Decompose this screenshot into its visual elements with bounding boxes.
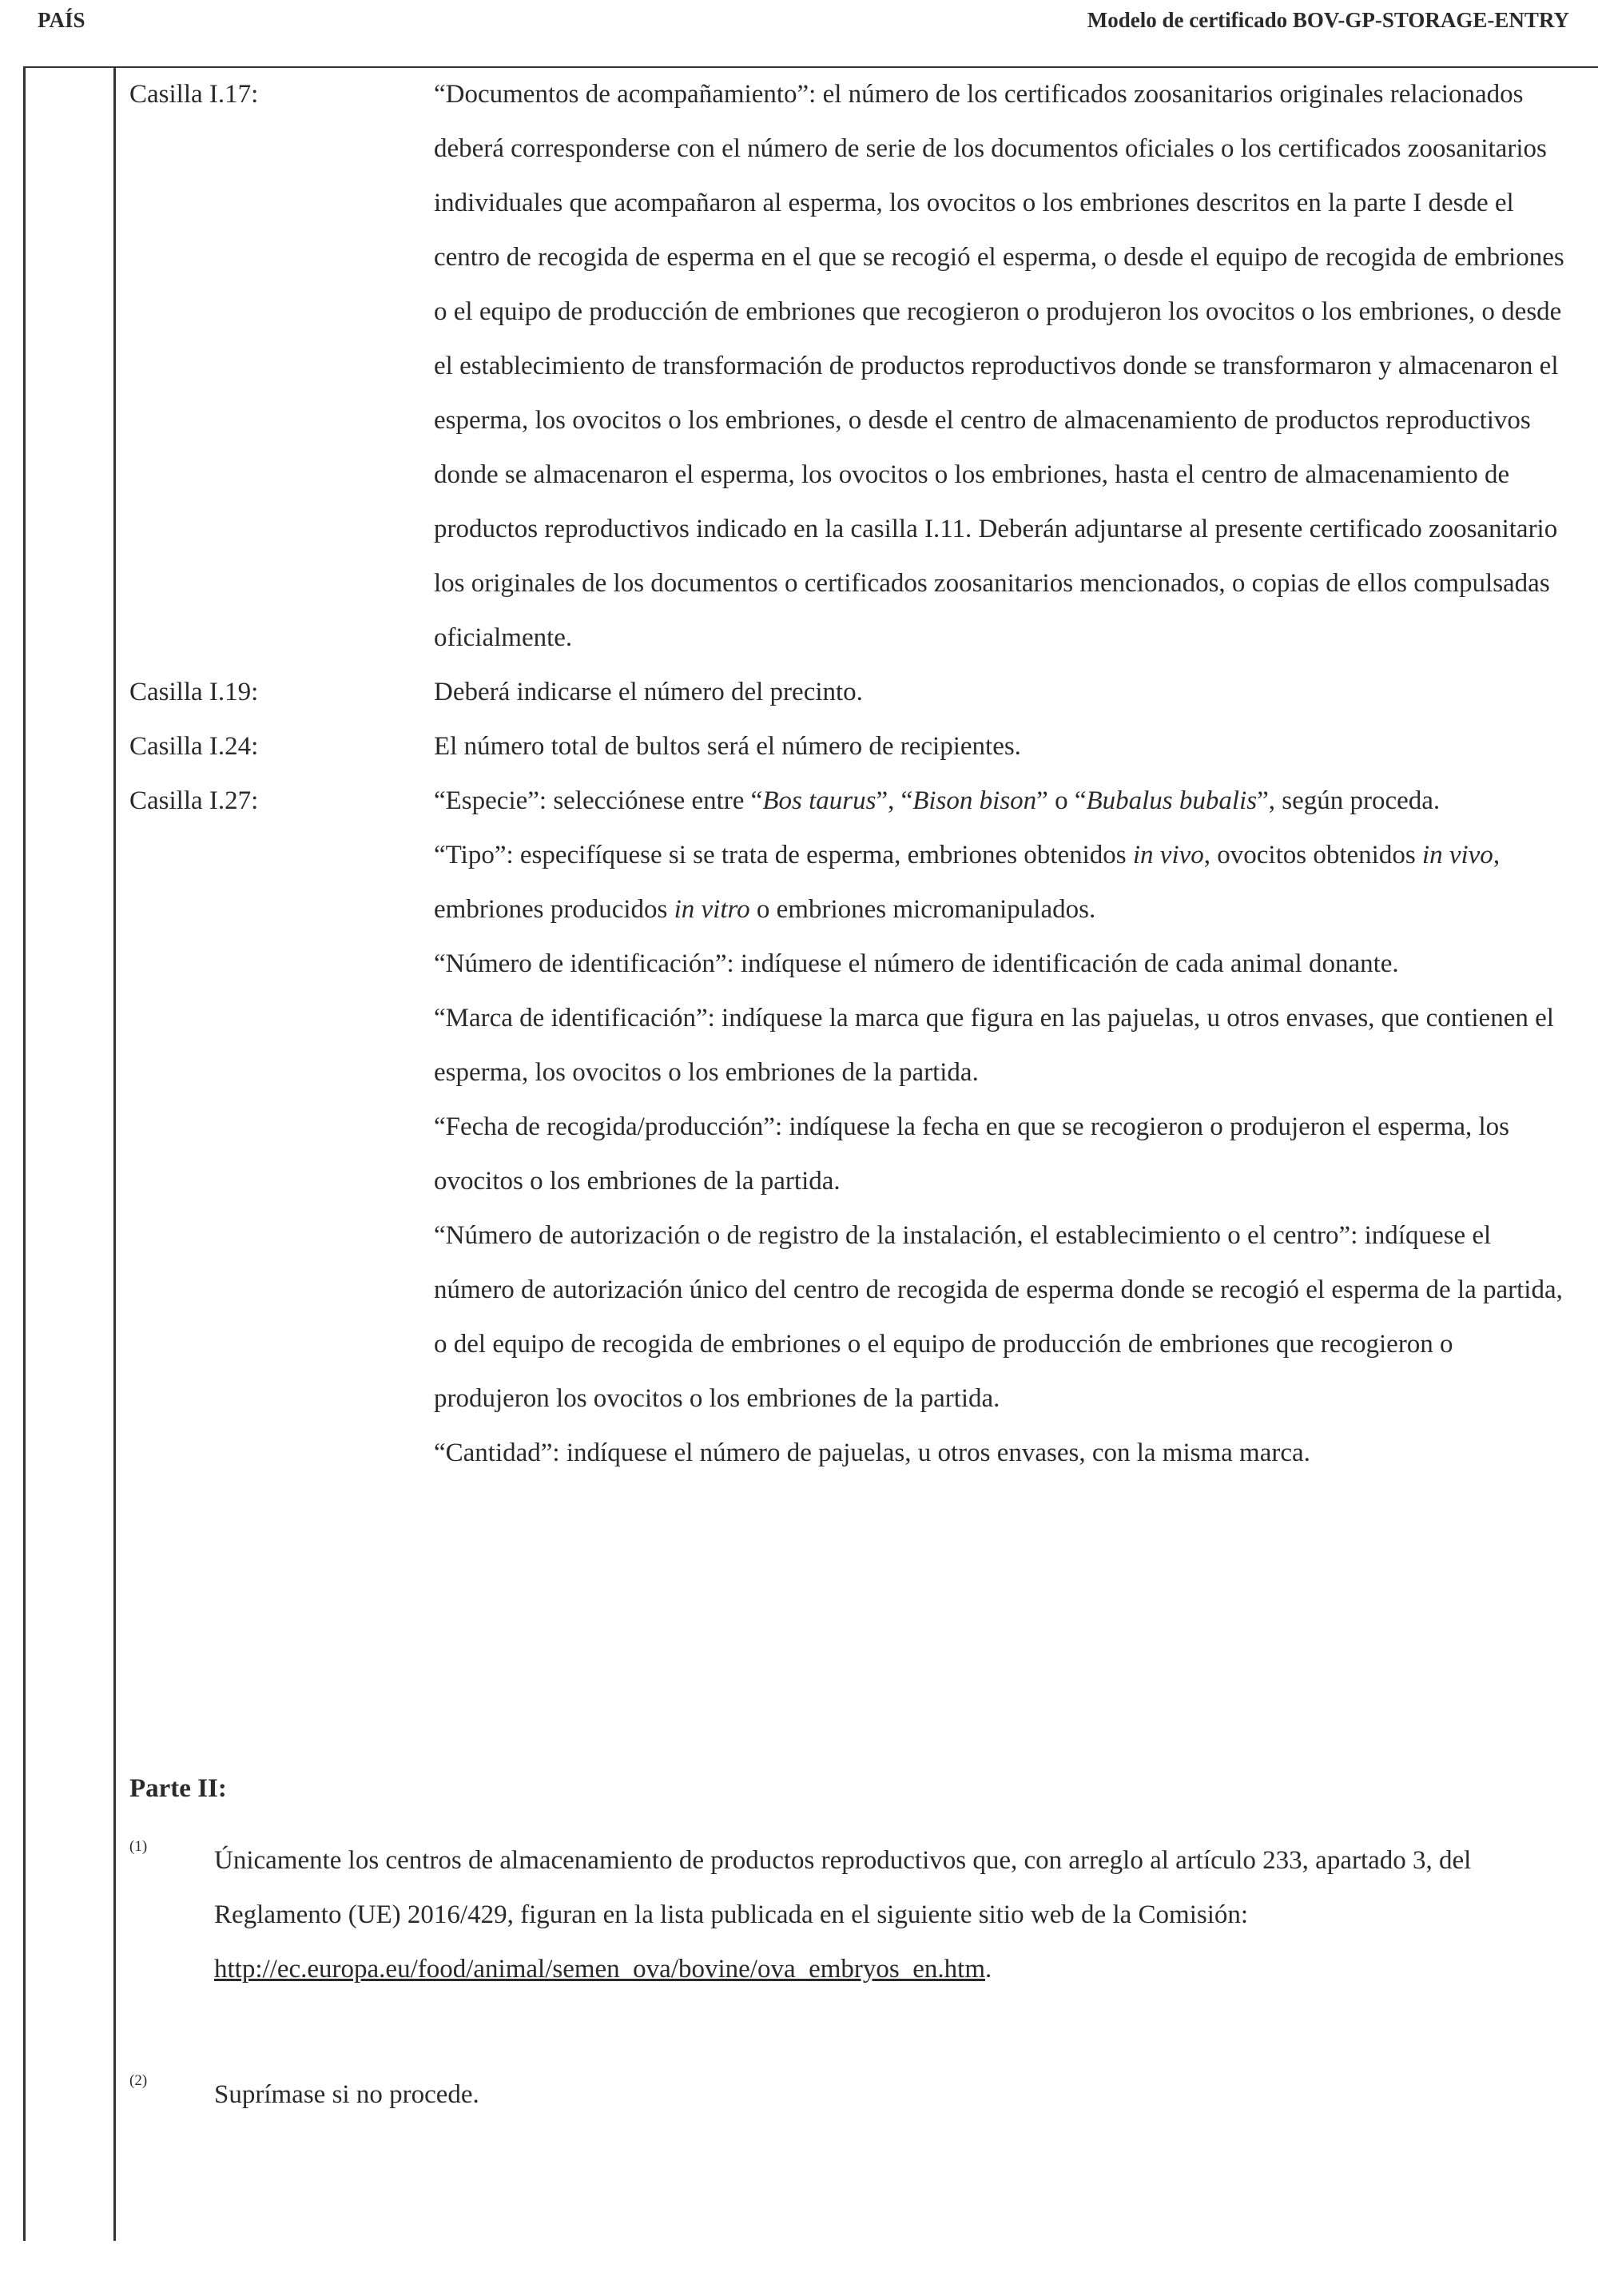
autorizacion-paragraph: “Número de autorización o de registro de la instalación, el establecimiento o el centro”: indíquese el número de autorización único del centro de recogida de esperma donde se recogió el esperma de la partida, o del equipo de recogida de embriones o el equipo de producción de embriones que recogieron o produjeron los ovocitos o los embriones de la partida. [434, 1221, 1563, 1413]
note-text: “Documentos de acompañamiento”: el número de los certificados zoosanitarios originales relacionados deberá corresponderse con el número de serie de los documentos oficiales o los certificados zoosanitarios individuales que acompañaron al esperma, los ovocitos o los embriones descritos en la parte I desde el centro de recogida de esperma en el que se recogió el esperma, o desde el equipo de recogida de embriones o el equipo de producción de embriones que recogieron o produjeron los ovocitos o los embriones, o desde el establecimiento de transformación de productos reproductivos donde se transformaron y almacenaron el esperma, los ovocitos o los embriones, o desde el centro de almacenamiento de productos reproductivos donde se almacenaron el esperma, los ovocitos o los embriones, hasta el centro de almacenamiento de productos reproductivos indicado en la casilla I.11. Deberán adjuntarse al presente certificado zoosanitario los originales de los documentos o certificados zoosanitarios mencionados, o copias de ellos compulsadas oficialmente. [434, 80, 1564, 652]
note-casilla-i17 [0, 67, 1598, 665]
footnote-text: Suprímase si no procede. [214, 2080, 479, 2109]
numero-paragraph: “Número de identificación”: indíquese el número de identificación de cada animal donante. [434, 949, 1399, 978]
note-text: Deberá indicarse el número del precinto. [434, 678, 863, 706]
header-certificate-model: Modelo de certificado BOV-GP-STORAGE-ENTRY [1087, 8, 1569, 32]
note-casilla-i27 [0, 774, 1598, 1480]
note-label: Casilla I.27: [129, 786, 259, 815]
note-casilla-i19 [0, 665, 1598, 719]
footnote-1 [129, 1833, 1576, 1996]
tipo-paragraph: “Tipo”: especifíquese si se trata de esperma, embriones obtenidos in vivo, ovocitos obtenidos in vivo, embriones producidos in vitro o embriones micromanipulados. [434, 841, 1501, 924]
footnote-url-line: http://ec.europa.eu/food/animal/semen_ova/bovine/ova_embryos_en.htm. [214, 1955, 992, 1984]
footnote-marker: (1) [129, 1838, 148, 1855]
header-country: PAÍS [38, 8, 85, 32]
note-label: Casilla I.24: [129, 732, 259, 761]
note-text: El número total de bultos será el número de recipientes. [434, 732, 1021, 761]
note-casilla-i24 [0, 719, 1598, 774]
footnote-marker: (2) [129, 2072, 148, 2089]
footnote-text: Únicamente los centros de almacenamiento de productos reproductivos que, con arreglo al artículo 233, apartado 3, del Reglamento (UE) 2016/429, figuran en la lista publicada en el siguiente sitio web de la Comisión: [214, 1846, 1472, 1929]
footnote-2 [129, 2067, 1576, 2122]
notes-body [0, 67, 1598, 1480]
fecha-paragraph: “Fecha de recogida/producción”: indíquese la fecha en que se recogieron o produjeron el esperma, los ovocitos o los embriones de la partida. [434, 1112, 1510, 1196]
commission-website-link[interactable]: http://ec.europa.eu/food/animal/semen_ova/bovine/ova_embryos_en.htm [214, 1955, 985, 1984]
especie-paragraph: “Especie”: selecciónese entre “Bos taurus”, “Bison bison” o “Bubalus bubalis”, según proceda. [434, 786, 1441, 815]
marca-paragraph: “Marca de identificación”: indíquese la marca que figura en las pajuelas, u otros envases, que contienen el esperma, los ovocitos o los embriones de la partida. [434, 1004, 1554, 1087]
note-label: Casilla I.17: [129, 80, 259, 109]
cantidad-paragraph: “Cantidad”: indíquese el número de pajuelas, u otros envases, con la misma marca. [434, 1438, 1310, 1467]
parte-ii-heading: Parte II: [129, 1774, 227, 1803]
note-label: Casilla I.19: [129, 678, 259, 706]
